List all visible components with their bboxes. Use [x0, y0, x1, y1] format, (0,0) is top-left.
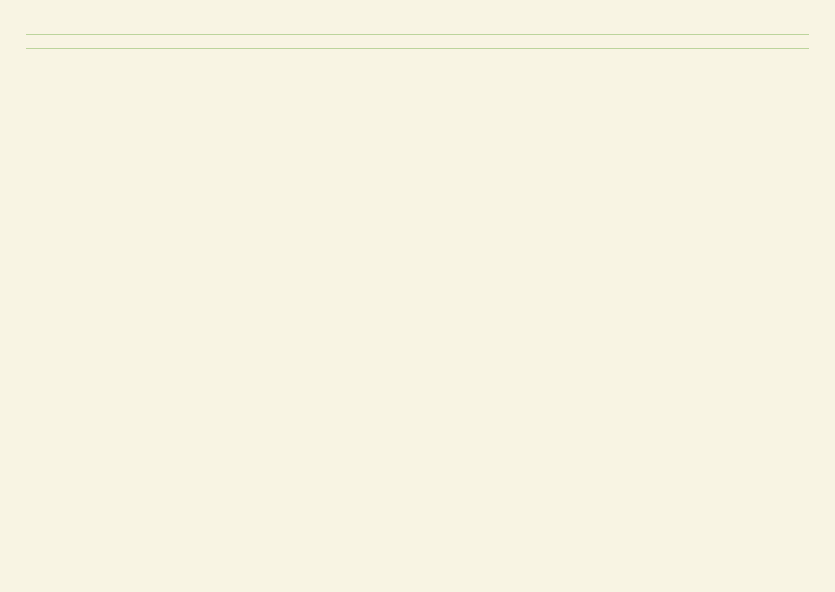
- triangle-border-left: [0, 0, 20, 592]
- document-content: [26, 34, 809, 566]
- triangle-border-top: [0, 0, 835, 26]
- triangle-border-right: [815, 0, 835, 592]
- title-block: [26, 34, 809, 49]
- triangle-border-bottom: [0, 566, 835, 592]
